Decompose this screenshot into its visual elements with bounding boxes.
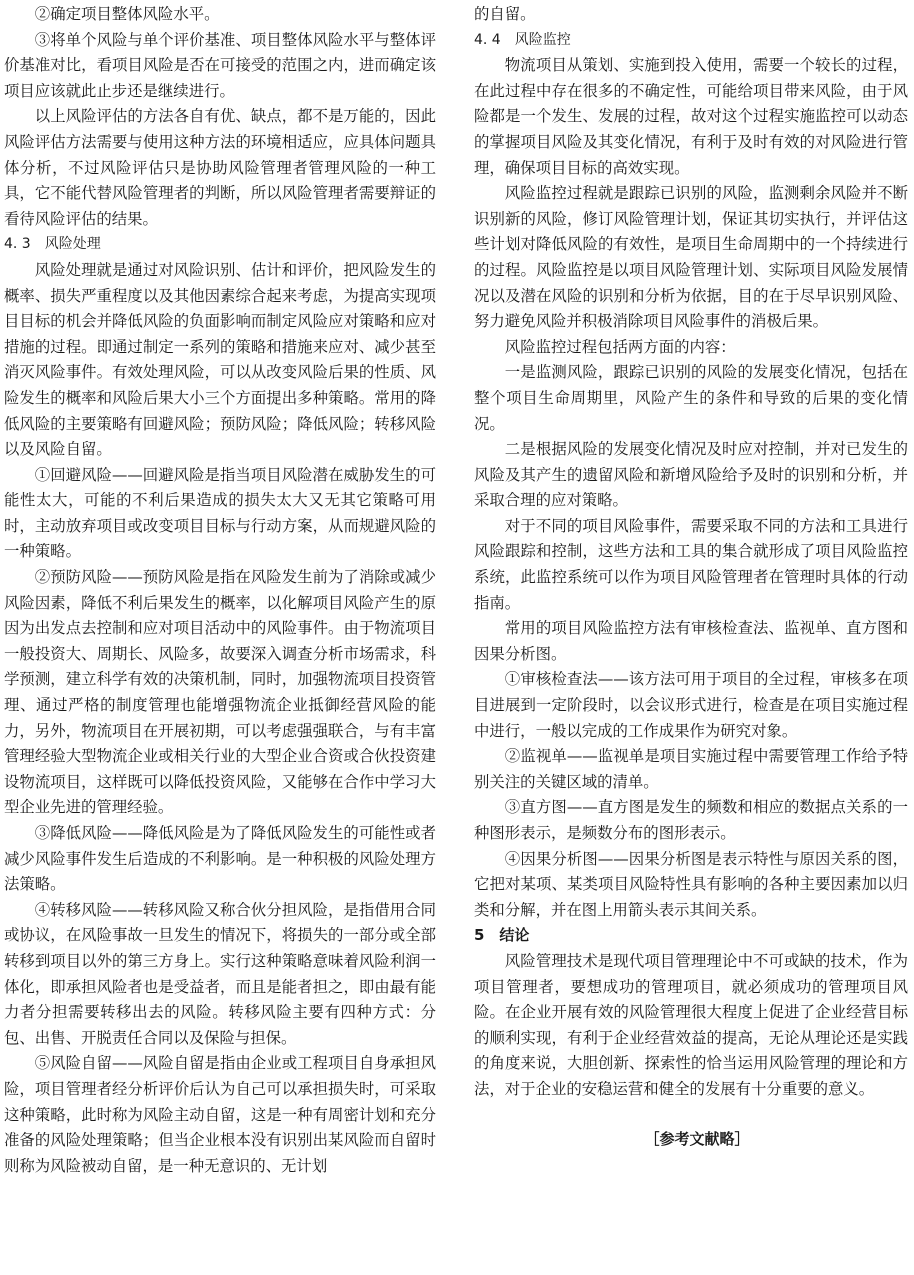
section-heading-4-3: 4. 3 风险处理	[4, 236, 101, 253]
left-column	[4, 2, 436, 1179]
paragraph: ③直方图——直方图是发生的频数和相应的数据点关系的一种图形表示，是频数分布的图形表示。	[474, 798, 908, 842]
paragraph: ③将单个风险与单个评价基准、项目整体风险水平与整体评价基准对比，看项目风险是否在可接受的范围之内，进而确定该项目应该就此止步还是继续进行。	[4, 30, 436, 100]
paragraph: ④转移风险——转移风险又称合伙分担风险，是指借用合同或协议，在风险事故一旦发生的情况下，将损失的一部分或全部转移到项目以外的第三方身上。实行这种策略意味着风险利润一体化，即承担风险者也是受益者，而且是能者担之，即由最有能力者分担需要转移出去的风险。转移风险主要有四种方式：分包、出售、开脱责任合同以及保险与担保。	[4, 900, 436, 1047]
right-column	[474, 2, 908, 1152]
paragraph: ②预防风险——预防风险是指在风险发生前为了消除或减少风险因素，降低不利后果发生的概率，以化解项目风险产生的原因为出发点去控制和应对项目活动中的风险事件。由于物流项目一般投资大、周期长、风险多，故要深入调查分析市场需求，科学预测，建立科学有效的决策机制，同时，加强物流项目投资管理、通过严格的制度管理也能增强物流企业抵御经营风险的能力，另外，物流项目在开展初期，可以考虑强强联合，与有丰富管理经验大型物流企业或相关行业的大型企业合资或合伙投资建设物流项目，这样既可以降低投资风险，又能够在合作中学习大型企业先进的管理经验。	[4, 568, 436, 817]
paragraph: 的自留。	[474, 5, 536, 23]
paragraph: 以上风险评估的方法各自有优、缺点，都不是万能的，因此风险评估方法需要与使用这种方法的环境相适应，应具体问题具体分析，不过风险评估只是协助风险管理者管理风险的一种工具，它不能代替风险管理者的判断，所以风险管理者需要辩证的看待风险评估的结果。	[4, 107, 436, 228]
paragraph: ⑤风险自留——风险自留是指由企业或工程项目自身承担风险，项目管理者经分析评价后认为自己可以承担损失时，可采取这种策略，此时称为风险主动自留，这是一种有周密计划和充分准备的风险处理策略；但当企业根本没有识别出某风险而自留时则称为风险被动自留，是一种无意识的、无计划	[4, 1054, 436, 1175]
paragraph: 物流项目从策划、实施到投入使用，需要一个较长的过程，在此过程中存在很多的不确定性，可能给项目带来风险，由于风险都是一个发生、发展的过程，故对这个过程实施监控可以动态的掌握项目风险及其变化情况，有利于及时有效的对风险进行管理，确保项目目标的高效实现。	[474, 56, 908, 177]
paragraph: 风险处理就是通过对风险识别、估计和评价，把风险发生的概率、损失严重程度以及其他因素综合起来考虑，为提高实现项目目标的机会并降低风险的负面影响而制定风险应对策略和应对措施的过程。即通过制定一系列的策略和措施来应对、减少甚至消灭风险事件。有效处理风险，可以从改变风险后果的性质、风险发生的概率和风险后果大小三个方面提出多种策略。常用的降低风险的主要策略有回避风险；预防风险；降低风险；转移风险以及风险自留。	[4, 260, 436, 459]
paragraph: ②确定项目整体风险水平。	[34, 5, 220, 23]
section-heading-4-4: 4. 4 风险监控	[474, 31, 571, 48]
paragraph: ①审核检查法——该方法可用于项目的全过程，审核多在项目进展到一定阶段时，以会议形式进行，检查是在项目实施过程中进行，一般以完成的工作成果作为研究对象。	[474, 670, 908, 740]
paragraph: 对于不同的项目风险事件，需要采取不同的方法和工具进行风险跟踪和控制，这些方法和工具的集合就形成了项目风险监控系统，此监控系统可以作为项目风险管理者在管理时具体的行动指南。	[474, 516, 908, 612]
paragraph: ④因果分析图——因果分析图是表示特性与原因关系的图，它把对某项、某类项目风险特性具有影响的各种主要因素加以归类和分解，并在图上用箭头表示其间关系。	[474, 849, 908, 919]
paragraph: 风险管理技术是现代项目管理理论中不可或缺的技术，作为项目管理者，要想成功的管理项目，就必须成功的管理项目风险。在企业开展有效的风险管理很大程度上促进了企业经营目标的顺利实现，有利于企业经营效益的提高，无论从理论还是实践的角度来说，大胆创新、探索性的恰当运用风险管理的理论和方法，对于企业的安稳运营和健全的发展有十分重要的意义。	[474, 951, 908, 1098]
paragraph: 一是监测风险，跟踪已识别的风险的发展变化情况，包括在整个项目生命周期里，风险产生的条件和导致的后果的变化情况。	[474, 363, 908, 433]
references-note: ［参考文献略］	[644, 1129, 750, 1148]
paragraph: 风险监控过程就是跟踪已识别的风险，监测剩余风险并不断识别新的风险，修订风险管理计划，保证其切实执行，并评估这些计划对降低风险的有效性，是项目生命周期中的一个持续进行的过程。风险监控是以项目风险管理计划、实际项目风险发展情况以及潜在风险的识别和分析为依据，目的在于尽早识别风险、努力避免风险并积极消除项目风险事件的消极后果。	[474, 184, 908, 331]
paragraph: 二是根据风险的发展变化情况及时应对控制，并对已发生的风险及其产生的遗留风险和新增风险给予及时的识别和分析，并采取合理的应对策略。	[474, 440, 908, 510]
paragraph: ②监视单——监视单是项目实施过程中需要管理工作给予特别关注的关键区域的清单。	[474, 747, 908, 791]
paragraph: 风险监控过程包括两方面的内容：	[504, 337, 736, 356]
section-heading-5: 5 结论	[474, 926, 530, 945]
paragraph: ③降低风险——降低风险是为了降低风险发生的可能性或者减少风险事件发生后造成的不利影响。是一种积极的风险处理方法策略。	[4, 824, 436, 894]
paragraph: ①回避风险——回避风险是指当项目风险潜在威胁发生的可能性太大，可能的不利后果造成的损失太大又无其它策略可用时，主动放弃项目或改变项目目标与行动方案，从而规避风险的一种策略。	[4, 465, 436, 561]
paragraph: 常用的项目风险监控方法有审核检查法、监视单、直方图和因果分析图。	[474, 619, 908, 663]
